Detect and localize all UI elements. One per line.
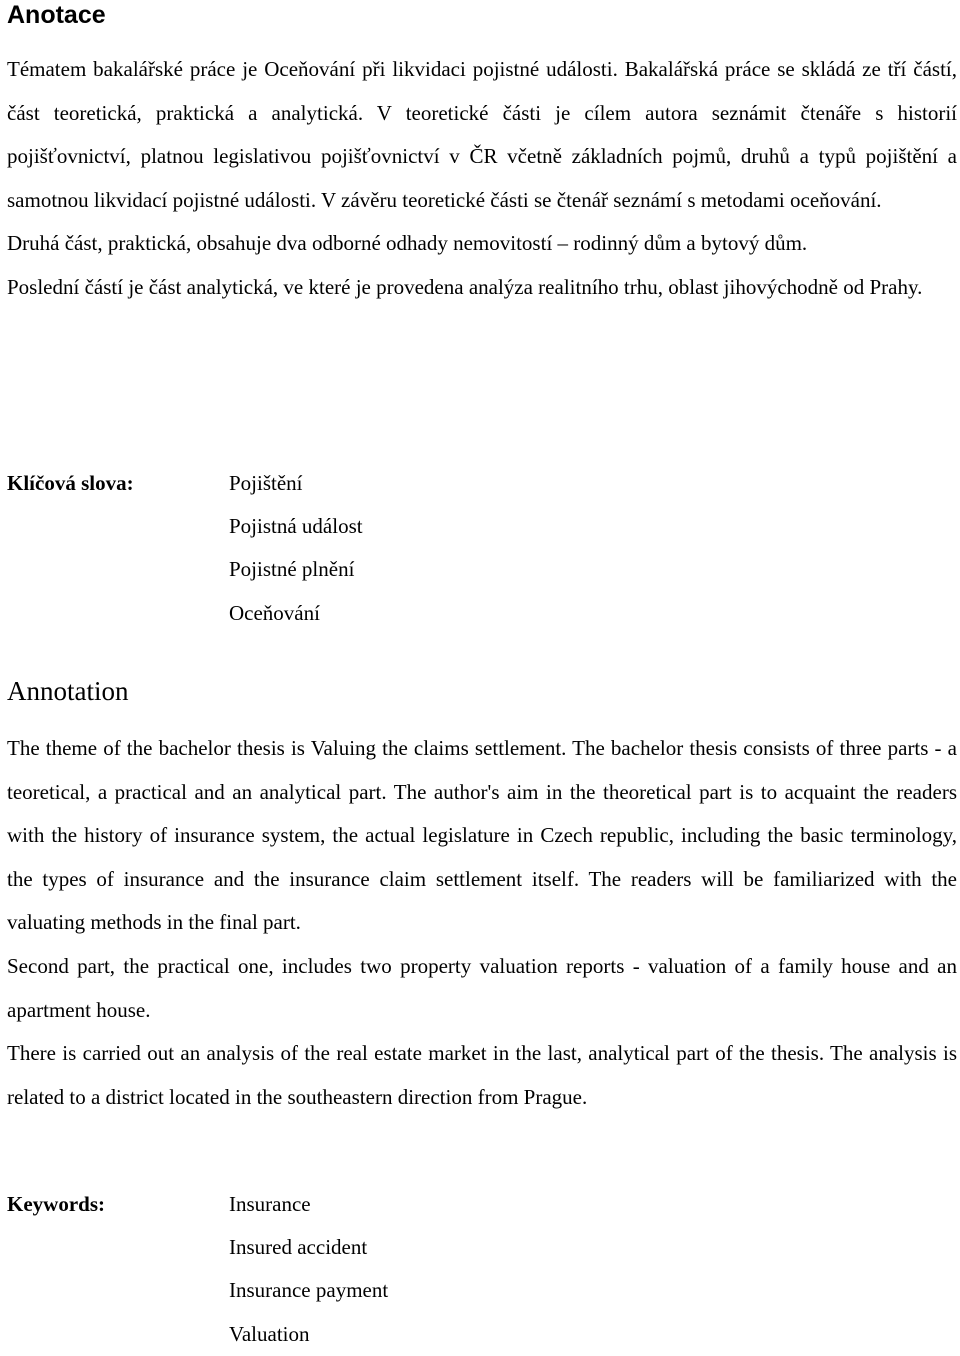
czech-keyword: Pojistné plnění bbox=[229, 557, 355, 582]
czech-paragraph-1: Tématem bakalářské práce je Oceňování při likvidaci pojistné události. Bakalářská práce se skládá ze tří částí, část teoretická, praktická a analytická. V teoretické části je cílem autora seznámit čtenáře s historií pojišťovnictví, platnou legislativou pojišťovnictví v ČR včetně základních pojmů, druhů a typů pojištění a samotnou likvidací pojistné události. V závěru teoretické části se čtenář seznámí s metodami oceňování. bbox=[7, 57, 957, 212]
english-keyword: Valuation bbox=[229, 1321, 310, 1346]
czech-keywords-list bbox=[229, 462, 363, 635]
english-keywords-label: Keywords: bbox=[7, 1192, 105, 1216]
english-paragraph-3: There is carried out an analysis of the real estate market in the last, analytical part of the thesis. The analysis is related to a district located in the southeastern direction from Prague. bbox=[7, 1041, 957, 1109]
czech-paragraph-2: Druhá část, praktická, obsahuje dva odborné odhady nemovitostí – rodinný dům a bytový dům. bbox=[7, 231, 808, 256]
czech-abstract bbox=[7, 48, 957, 310]
english-paragraph-1: The theme of the bachelor thesis is Valuing the claims settlement. The bachelor thesis consists of three parts - a teoretical, a practical and an analytical part. The author's aim in the theoretical part is to acquaint the readers with the history of insurance system, the actual legislature in Czech republic, including the basic terminology, the types of insurance and the insurance claim settlement itself. The readers will be familiarized with the valuating methods in the final part. bbox=[7, 736, 957, 935]
english-keyword: Insured accident bbox=[229, 1235, 368, 1260]
english-keyword: Insurance bbox=[229, 1192, 311, 1216]
czech-keyword: Pojistná událost bbox=[229, 514, 363, 539]
czech-heading: Anotace bbox=[7, 1, 106, 29]
english-keywords-list bbox=[229, 1183, 388, 1356]
czech-keywords-label: Klíčová slova: bbox=[7, 471, 134, 495]
english-keyword: Insurance payment bbox=[229, 1278, 389, 1303]
english-heading: Annotation bbox=[7, 676, 129, 706]
czech-keyword: Oceňování bbox=[229, 600, 320, 625]
czech-paragraph-3: Poslední částí je část analytická, ve které je provedena analýza realitního trhu, oblast jihovýchodně od Prahy. bbox=[7, 274, 923, 299]
english-paragraph-2: Second part, the practical one, includes two property valuation reports - valuation of a family house and an apartment house. bbox=[7, 953, 957, 1022]
czech-keyword: Pojištění bbox=[229, 471, 303, 495]
english-abstract bbox=[7, 727, 957, 1119]
